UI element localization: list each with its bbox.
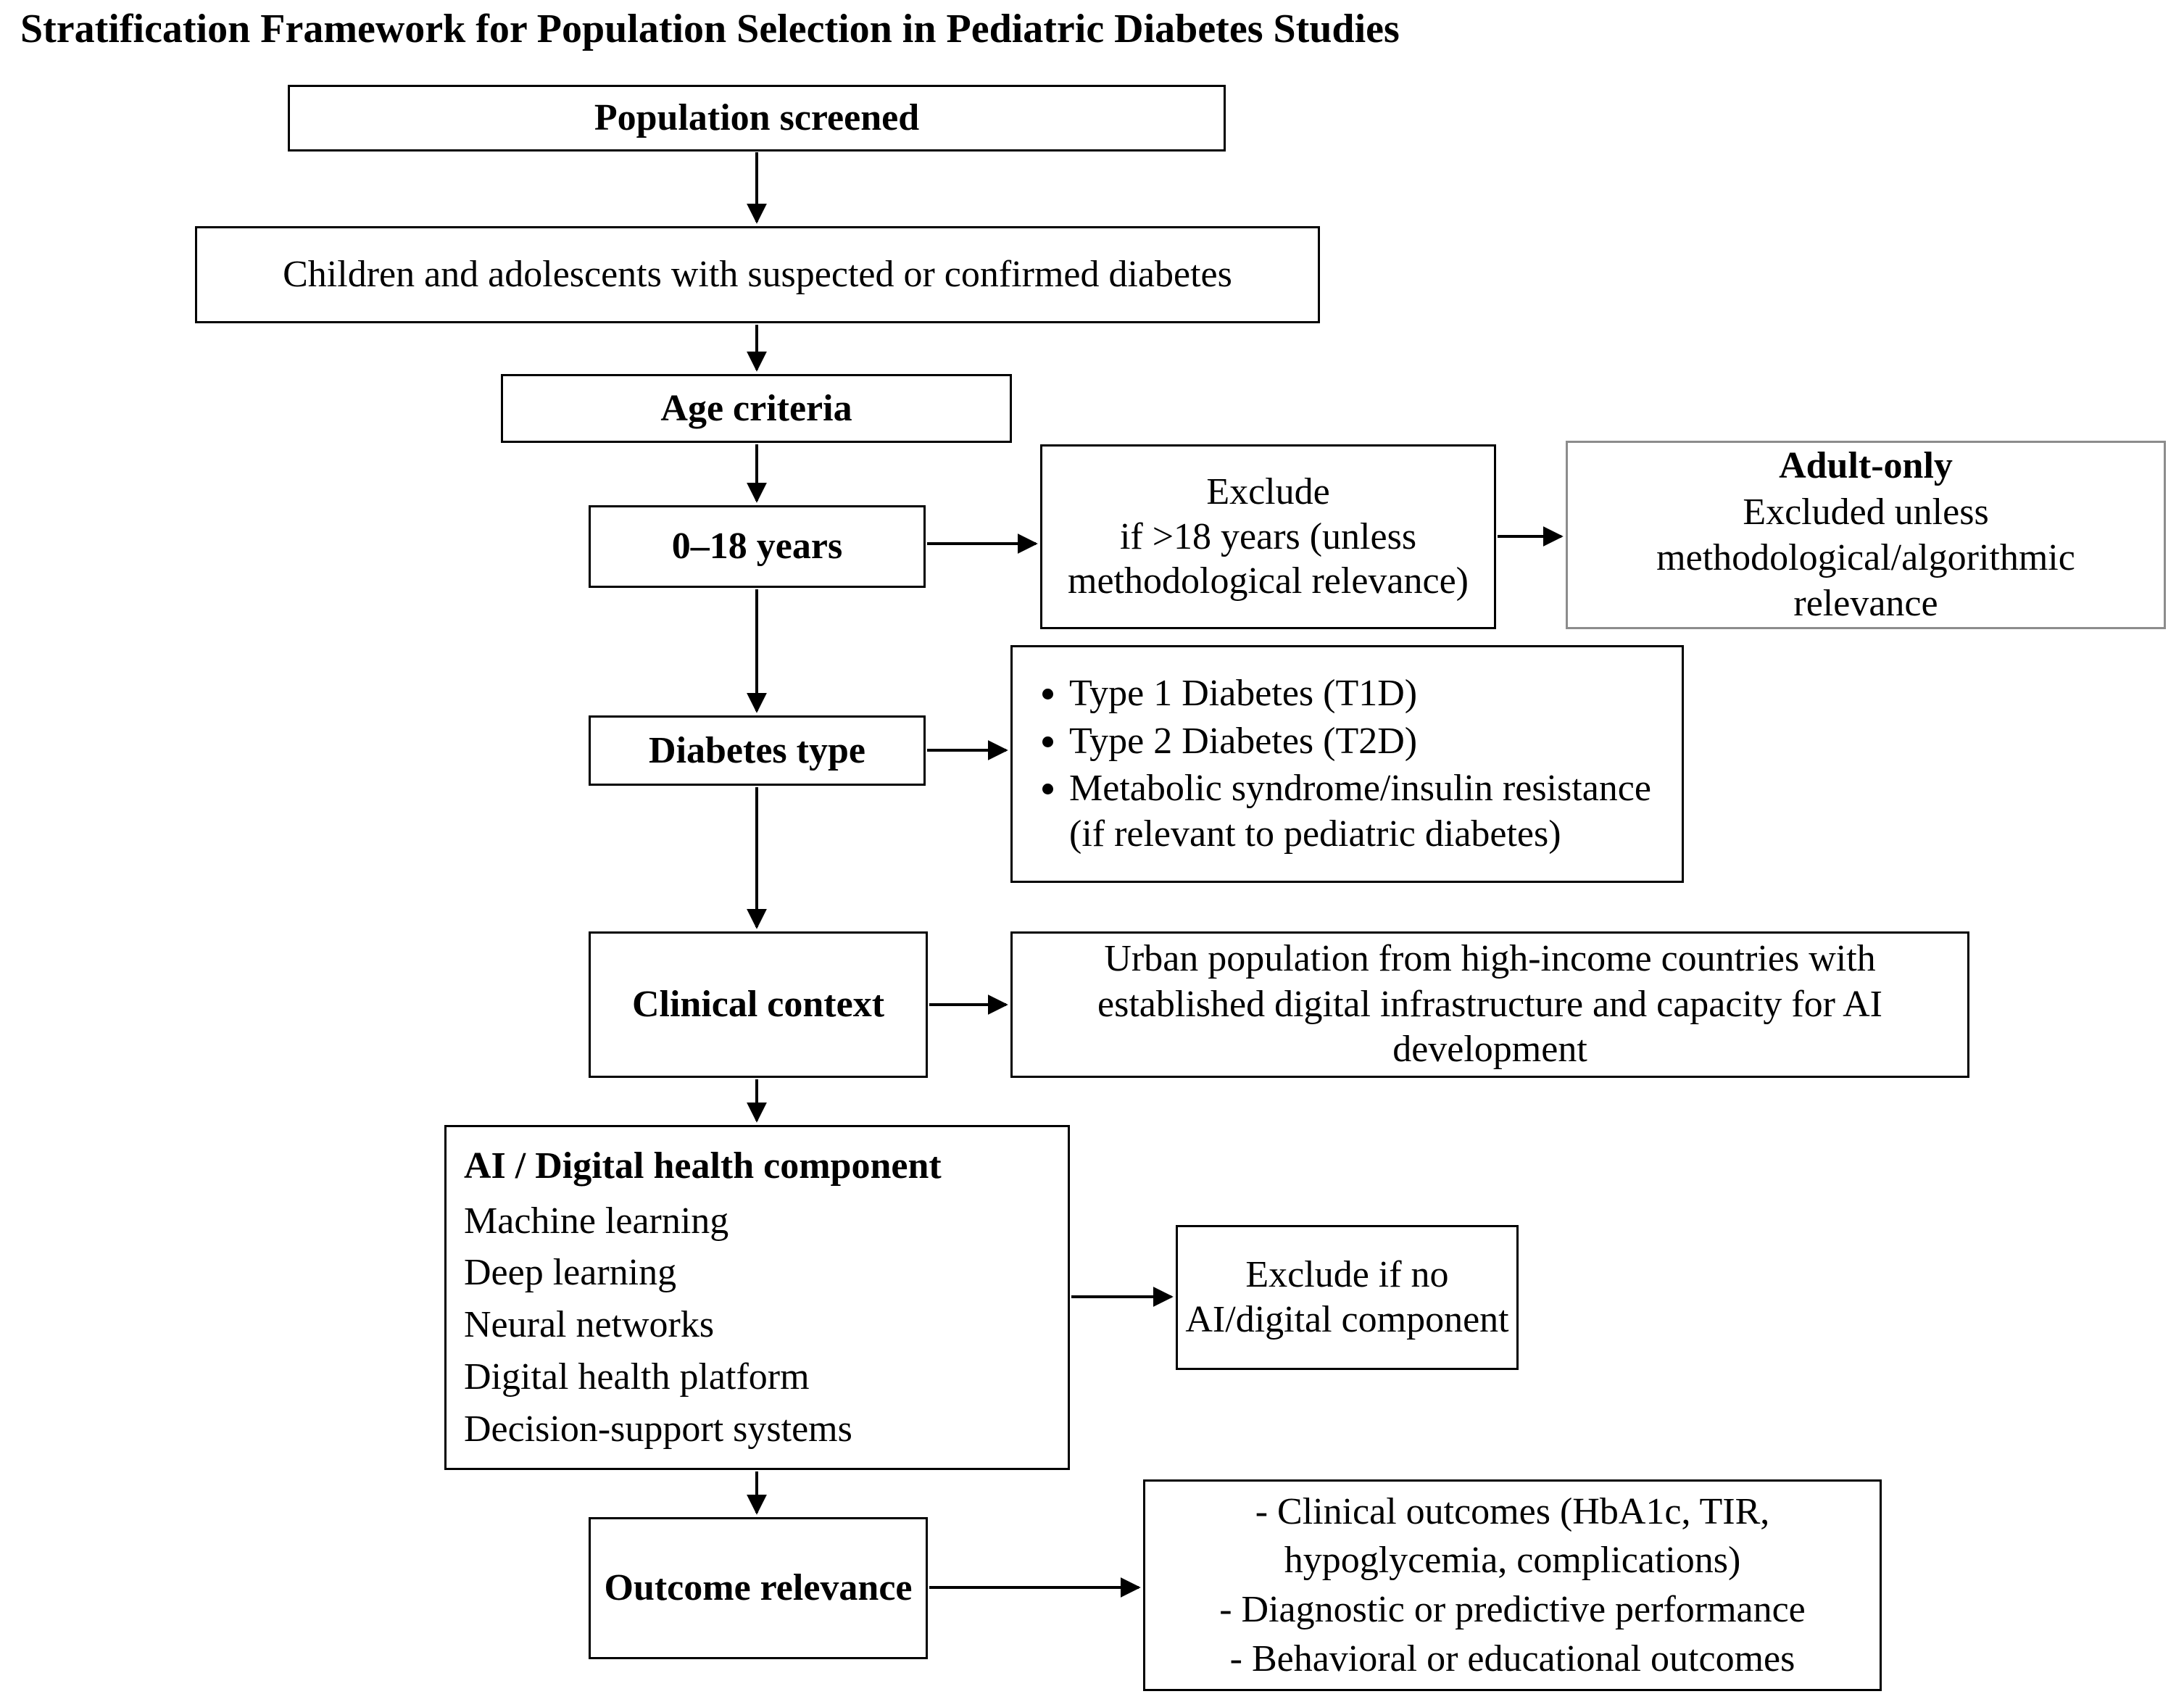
node-age-criteria xyxy=(501,374,1012,443)
node-exclude-over-18 xyxy=(1040,444,1496,629)
node-label: Outcome relevance xyxy=(604,1567,913,1609)
node-exclude-no-ai xyxy=(1176,1225,1519,1370)
exclude-age-line2: if >18 years (unless methodological relevance) xyxy=(1068,515,1469,602)
node-label: 0–18 years xyxy=(671,526,843,568)
list-item: - Behavioral or educational outcomes xyxy=(1229,1637,1795,1680)
list-item: Deep learning xyxy=(464,1252,677,1294)
node-outcome-options xyxy=(1143,1479,1882,1691)
diabetes-type-list xyxy=(1023,669,1672,859)
node-clinical-context xyxy=(589,931,928,1078)
list-item: - Diagnostic or predictive performance xyxy=(1219,1589,1806,1630)
node-age-range xyxy=(589,505,926,588)
node-diabetes-type xyxy=(589,715,926,786)
node-label: Diabetes type xyxy=(649,729,865,771)
ai-component-title: AI / Digital health component xyxy=(464,1145,942,1187)
ai-component-list xyxy=(464,1195,852,1456)
node-label: Children and adolescents with suspected or confirmed diabetes xyxy=(283,254,1232,296)
figure-title: Stratification Framework for Population Selection in Pediatric Diabetes Studies xyxy=(20,7,1400,51)
node-adult-only xyxy=(1566,441,2166,629)
list-item: Neural networks xyxy=(464,1304,715,1345)
node-ai-digital-component xyxy=(444,1125,1070,1470)
node-population-screened xyxy=(288,85,1226,151)
list-item: Machine learning xyxy=(464,1200,729,1242)
node-label: Exclude if no AI/digital component xyxy=(1185,1253,1509,1340)
node-children-adolescents xyxy=(195,226,1320,323)
list-item: - Clinical outcomes (HbA1c, TIR, hypoglycemia, complications) xyxy=(1255,1490,1770,1582)
node-outcome-relevance xyxy=(589,1517,928,1659)
list-item: Decision-support systems xyxy=(464,1408,852,1450)
outcome-list xyxy=(1158,1487,1867,1683)
list-item: • Type 2 Diabetes (T2D) xyxy=(1069,718,1672,764)
node-label: Population screened xyxy=(594,97,920,139)
list-item: • Type 1 Diabetes (T1D) xyxy=(1069,670,1672,716)
list-item: • Metabolic syndrome/insulin resistance (if relevant to pediatric diabetes) xyxy=(1069,765,1672,858)
node-label: Urban population from high-income countries with established digital infrastructure and capacity for AI development xyxy=(1097,938,1882,1071)
node-label: Age criteria xyxy=(660,387,852,429)
adult-only-title: Adult-only xyxy=(1779,445,1953,487)
node-label: Clinical context xyxy=(631,984,885,1026)
exclude-age-line1: Exclude xyxy=(1206,471,1330,513)
node-diabetes-type-options xyxy=(1010,645,1684,883)
list-item: Digital health platform xyxy=(464,1355,810,1398)
adult-only-body: Excluded unless methodological/algorithmic relevance xyxy=(1656,491,2075,625)
node-clinical-context-detail xyxy=(1010,931,1969,1078)
